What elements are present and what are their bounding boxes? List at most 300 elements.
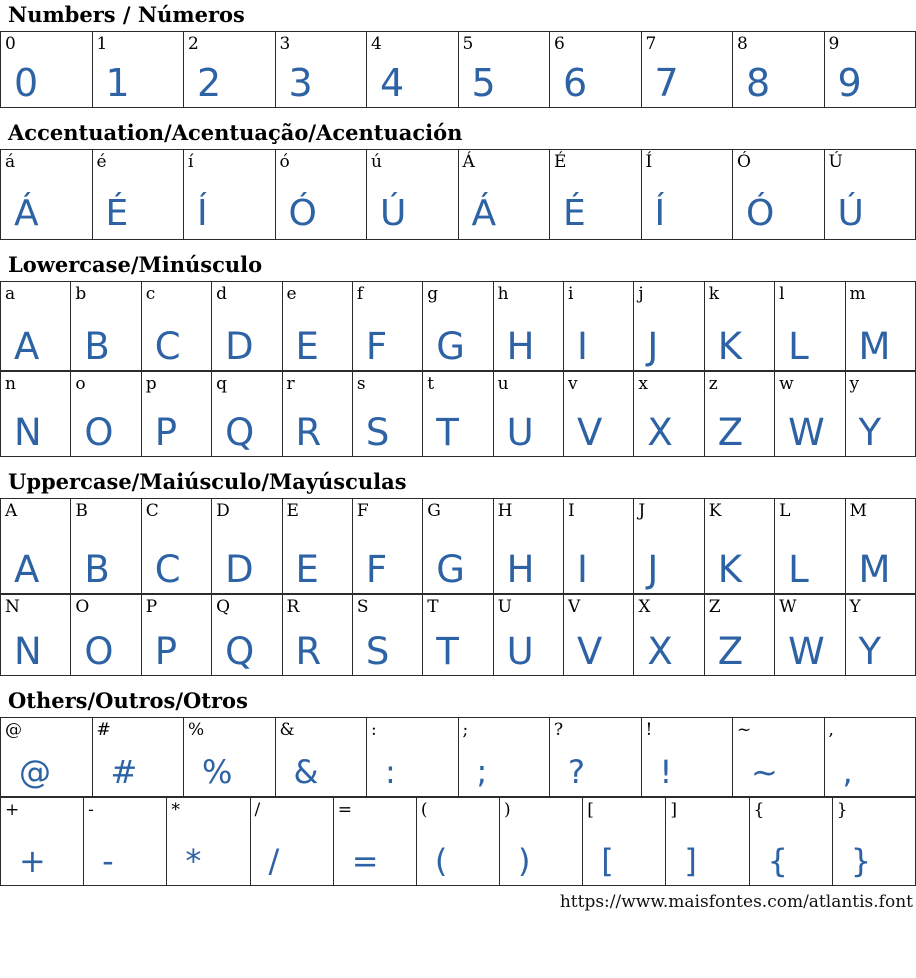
glyph-table (0, 498, 916, 594)
char-label: 5 (462, 34, 474, 55)
char-label: = (337, 800, 352, 821)
char-glyph: ] (684, 842, 697, 881)
char-label: R (286, 597, 300, 618)
char-glyph: E (295, 548, 319, 592)
glyph-cell (71, 595, 141, 676)
char-glyph: I (577, 325, 588, 369)
char-label: G (427, 501, 441, 522)
glyph-cell (493, 282, 563, 371)
char-label: N (5, 597, 20, 618)
char-label: k (708, 284, 720, 305)
glyph-table (0, 281, 916, 371)
glyph-cell (733, 718, 825, 797)
section-title: Uppercase/Maiúsculo/Mayúsculas (8, 469, 407, 495)
glyph-cell (212, 372, 282, 457)
footer-url: https://www.maisfontes.com/atlantis.font (559, 892, 913, 913)
char-label: m (849, 284, 866, 305)
char-label: h (497, 284, 509, 305)
char-label: z (708, 374, 718, 395)
char-label: b (75, 284, 87, 305)
char-glyph: F (365, 325, 388, 369)
char-glyph: Í (654, 193, 666, 235)
glyph-cell (184, 150, 276, 240)
char-label: [ (587, 800, 594, 821)
glyph-cell (352, 595, 422, 676)
char-label: T (427, 597, 439, 618)
glyph-cell (184, 32, 276, 108)
char-label: c (145, 284, 156, 305)
char-label: Í (645, 152, 653, 173)
glyph-cell (704, 282, 774, 371)
glyph-cell (423, 282, 493, 371)
glyph-row (1, 718, 916, 797)
char-glyph: Q (225, 411, 255, 455)
char-label: l (779, 284, 785, 305)
char-label: % (188, 720, 205, 741)
char-glyph: Ú (380, 193, 407, 235)
char-label: d (216, 284, 228, 305)
char-label: L (779, 501, 791, 522)
char-glyph: } (850, 842, 872, 881)
char-glyph: A (14, 548, 40, 592)
char-label: U (497, 597, 512, 618)
char-glyph: ? (568, 753, 585, 792)
char-glyph: N (14, 411, 42, 455)
char-glyph: 7 (654, 61, 679, 106)
char-glyph: W (788, 630, 825, 674)
glyph-cell (550, 32, 642, 108)
char-glyph: K (717, 325, 743, 369)
char-glyph: { (767, 842, 788, 881)
glyph-cell (1, 282, 71, 371)
char-glyph: S (365, 630, 390, 674)
glyph-cell (1, 595, 71, 676)
char-label: H (497, 501, 513, 522)
glyph-row (1, 595, 916, 676)
char-glyph: 9 (837, 61, 862, 106)
char-label: e (286, 284, 297, 305)
glyph-table (0, 797, 916, 886)
glyph-cell (1, 372, 71, 457)
char-label: ~ (737, 720, 752, 741)
char-glyph: Y (858, 411, 882, 455)
char-label: t (427, 374, 435, 395)
char-glyph: M (858, 548, 891, 592)
char-label: J (638, 501, 646, 522)
char-label: C (145, 501, 159, 522)
glyph-cell (1, 499, 71, 594)
char-label: @ (5, 720, 22, 741)
char-glyph: T (436, 411, 459, 455)
char-glyph: T (436, 630, 459, 674)
char-glyph: G (436, 325, 465, 369)
char-glyph: % (202, 753, 233, 792)
char-glyph: ; (476, 753, 488, 792)
glyph-cell (141, 595, 211, 676)
glyph-cell (184, 718, 276, 797)
char-label: ( (420, 800, 428, 821)
char-label: * (171, 800, 180, 821)
glyph-cell (845, 282, 916, 371)
char-glyph: X (647, 411, 673, 455)
char-glyph: S (365, 411, 390, 455)
char-label: 2 (188, 34, 199, 55)
char-glyph: O (84, 630, 114, 674)
char-glyph: U (506, 411, 534, 455)
glyph-cell (212, 499, 282, 594)
char-glyph: E (295, 325, 319, 369)
char-glyph: K (717, 548, 743, 592)
char-glyph: C (154, 325, 181, 369)
char-glyph: P (154, 411, 178, 455)
char-glyph: Á (14, 193, 39, 235)
char-glyph: B (84, 548, 110, 592)
char-glyph: L (788, 548, 809, 592)
glyph-cell (275, 718, 367, 797)
glyph-cell (423, 499, 493, 594)
char-glyph: / (268, 842, 280, 881)
glyph-table (0, 717, 916, 797)
char-glyph: ) (518, 842, 531, 881)
char-label: ) (504, 800, 511, 821)
char-label: Q (216, 597, 231, 618)
glyph-row (1, 798, 916, 886)
glyph-row (1, 372, 916, 457)
char-label: : (371, 720, 377, 741)
glyph-cell (71, 499, 141, 594)
glyph-cell (704, 372, 774, 457)
char-glyph: O (84, 411, 114, 455)
char-label: 6 (554, 34, 565, 55)
glyph-cell (775, 595, 845, 676)
glyph-cell (845, 499, 916, 594)
char-glyph: Ú (837, 193, 864, 235)
glyph-cell (250, 798, 333, 886)
glyph-cell (71, 372, 141, 457)
char-label: 9 (828, 34, 840, 55)
char-label: O (75, 597, 90, 618)
char-label: w (779, 374, 794, 395)
char-glyph: , (842, 753, 853, 792)
char-label: , (828, 720, 834, 741)
char-glyph: 8 (746, 61, 771, 106)
glyph-cell (367, 32, 459, 108)
char-glyph: J (647, 548, 659, 592)
glyph-cell (352, 372, 422, 457)
char-label: K (708, 501, 722, 522)
glyph-cell (634, 282, 704, 371)
char-label: á (5, 152, 16, 173)
glyph-cell (458, 150, 550, 240)
glyph-cell (212, 282, 282, 371)
char-label: A (5, 501, 18, 522)
glyph-cell (212, 595, 282, 676)
glyph-cell (824, 718, 916, 797)
char-glyph: F (365, 548, 388, 592)
char-label: u (497, 374, 509, 395)
glyph-cell (282, 372, 352, 457)
glyph-cell (367, 150, 459, 240)
char-label: 1 (96, 34, 108, 55)
glyph-table (0, 594, 916, 676)
char-label: M (849, 501, 867, 522)
char-glyph: Ó (288, 193, 317, 235)
glyph-cell (141, 372, 211, 457)
char-label: ú (371, 152, 382, 173)
char-label: P (145, 597, 158, 618)
char-glyph: 6 (563, 61, 588, 106)
glyph-table (0, 31, 916, 108)
glyph-cell (583, 798, 666, 886)
char-glyph: X (647, 630, 673, 674)
char-glyph: B (84, 325, 110, 369)
glyph-cell (141, 282, 211, 371)
glyph-cell (1, 32, 93, 108)
glyph-table (0, 149, 916, 240)
glyph-cell (634, 372, 704, 457)
section-title: Lowercase/Minúsculo (8, 252, 263, 278)
char-glyph: R (295, 411, 322, 455)
char-glyph: Y (858, 630, 882, 674)
char-glyph: J (647, 325, 659, 369)
char-label: B (75, 501, 88, 522)
char-glyph: ( (434, 842, 448, 881)
glyph-cell (1, 718, 93, 797)
glyph-row (1, 499, 916, 594)
char-glyph: W (788, 411, 825, 455)
char-glyph: 5 (471, 61, 496, 106)
char-label: - (88, 800, 94, 821)
char-glyph: 2 (197, 61, 222, 106)
char-label: } (836, 800, 848, 821)
char-glyph: H (506, 548, 535, 592)
glyph-cell (775, 499, 845, 594)
char-label: { (753, 800, 765, 821)
char-label: r (286, 374, 295, 395)
char-label: 7 (645, 34, 657, 55)
glyph-cell (92, 32, 184, 108)
char-label: Z (708, 597, 721, 618)
char-label: x (638, 374, 648, 395)
glyph-cell (733, 150, 825, 240)
char-glyph: L (788, 325, 809, 369)
char-label: 8 (737, 34, 748, 55)
char-glyph: H (506, 325, 535, 369)
char-label: ; (462, 720, 469, 741)
char-label: E (286, 501, 299, 522)
glyph-cell (92, 150, 184, 240)
glyph-cell (564, 499, 634, 594)
glyph-cell (141, 499, 211, 594)
glyph-cell (832, 798, 915, 886)
char-glyph: Í (197, 193, 208, 235)
char-label: Á (462, 152, 475, 173)
glyph-cell (845, 372, 916, 457)
char-label: 0 (5, 34, 16, 55)
char-label: s (356, 374, 366, 395)
glyph-cell (824, 150, 916, 240)
glyph-cell (282, 282, 352, 371)
glyph-row (1, 282, 916, 371)
char-glyph: D (225, 548, 254, 592)
section-others (0, 689, 916, 886)
glyph-cell (423, 595, 493, 676)
char-label: I (568, 501, 575, 522)
char-glyph: A (14, 325, 40, 369)
char-glyph: U (506, 630, 534, 674)
char-glyph: N (14, 630, 42, 674)
glyph-cell (458, 718, 550, 797)
char-glyph: & (293, 753, 319, 792)
glyph-cell (775, 372, 845, 457)
glyph-cell (564, 282, 634, 371)
char-glyph: 4 (380, 61, 405, 106)
glyph-row (1, 150, 916, 240)
char-glyph: * (185, 842, 202, 881)
glyph-cell (92, 718, 184, 797)
char-label: ? (554, 720, 564, 741)
char-glyph: [ (601, 842, 614, 881)
char-label: 4 (371, 34, 382, 55)
char-glyph: + (19, 842, 46, 881)
char-label: + (5, 800, 20, 821)
glyph-cell (641, 718, 733, 797)
glyph-cell (493, 595, 563, 676)
glyph-cell (423, 372, 493, 457)
char-label: / (254, 800, 261, 821)
char-label: i (568, 284, 574, 305)
char-glyph: 1 (105, 61, 130, 106)
char-label: Ú (828, 152, 843, 173)
char-glyph: # (110, 753, 138, 792)
glyph-cell (641, 32, 733, 108)
glyph-row (1, 32, 916, 108)
glyph-cell (500, 798, 583, 886)
char-glyph: ~ (751, 753, 778, 792)
char-label: # (96, 720, 111, 741)
char-label: g (427, 284, 439, 305)
glyph-cell (641, 150, 733, 240)
glyph-cell (352, 499, 422, 594)
char-glyph: I (577, 548, 588, 592)
glyph-cell (704, 499, 774, 594)
section-lowercase (0, 253, 916, 457)
glyph-cell (550, 718, 642, 797)
char-glyph: R (295, 630, 322, 674)
glyph-cell (493, 372, 563, 457)
char-label: j (638, 284, 644, 305)
glyph-cell (845, 595, 916, 676)
char-glyph: Ó (746, 193, 775, 235)
char-glyph: P (154, 630, 178, 674)
char-label: 3 (279, 34, 291, 55)
glyph-table (0, 371, 916, 457)
glyph-cell (564, 372, 634, 457)
glyph-cell (564, 595, 634, 676)
section-title: Numbers / Números (8, 2, 245, 27)
glyph-cell (634, 595, 704, 676)
char-glyph: V (577, 411, 603, 455)
char-glyph: Z (717, 630, 744, 674)
glyph-cell (1, 798, 84, 886)
char-label: Ó (737, 152, 751, 173)
char-glyph: ! (659, 753, 673, 792)
glyph-cell (550, 150, 642, 240)
char-glyph: @ (19, 753, 51, 792)
glyph-cell (749, 798, 832, 886)
char-label: n (5, 374, 16, 395)
section-title: Accentuation/Acentuação/Acentuación (8, 120, 463, 146)
char-glyph: É (563, 193, 586, 235)
glyph-cell (333, 798, 416, 886)
char-glyph: 3 (288, 61, 313, 106)
glyph-cell (824, 32, 916, 108)
char-label: f (356, 284, 364, 305)
char-label: ! (645, 720, 653, 741)
char-label: W (779, 597, 797, 618)
glyph-cell (458, 32, 550, 108)
section-accentuation (0, 121, 916, 240)
glyph-cell (1, 150, 93, 240)
char-label: ] (670, 800, 678, 821)
char-label: F (356, 501, 369, 522)
section-numbers (0, 3, 916, 108)
char-glyph: V (577, 630, 603, 674)
glyph-cell (775, 282, 845, 371)
char-glyph: = (351, 842, 379, 881)
char-glyph: G (436, 548, 465, 592)
glyph-cell (352, 282, 422, 371)
glyph-cell (733, 32, 825, 108)
glyph-cell (167, 798, 250, 886)
char-label: q (216, 374, 228, 395)
glyph-cell (367, 718, 459, 797)
char-label: Y (849, 597, 861, 618)
glyph-cell (282, 499, 352, 594)
char-glyph: Á (471, 193, 497, 235)
glyph-cell (666, 798, 749, 886)
char-label: p (145, 374, 157, 395)
glyph-cell (71, 282, 141, 371)
char-glyph: M (858, 325, 891, 369)
char-label: V (568, 597, 581, 618)
glyph-cell (275, 32, 367, 108)
glyph-cell (704, 595, 774, 676)
char-glyph: Z (717, 411, 744, 455)
char-label: É (554, 152, 567, 173)
char-glyph: 0 (14, 61, 39, 106)
char-glyph: É (105, 193, 129, 235)
font-specimen-sheet (0, 3, 916, 886)
char-label: ó (279, 152, 290, 173)
char-glyph: : (385, 753, 396, 792)
section-uppercase (0, 470, 916, 676)
char-glyph: D (225, 325, 254, 369)
char-label: X (638, 597, 651, 618)
glyph-cell (282, 595, 352, 676)
glyph-cell (416, 798, 499, 886)
glyph-cell (634, 499, 704, 594)
char-label: o (75, 374, 86, 395)
section-title: Others/Outros/Otros (8, 688, 248, 714)
glyph-cell (84, 798, 167, 886)
char-glyph: C (154, 548, 181, 592)
char-label: D (216, 501, 230, 522)
char-glyph: Q (225, 630, 255, 674)
glyph-cell (275, 150, 367, 240)
char-label: y (849, 374, 860, 395)
char-label: & (279, 720, 295, 741)
